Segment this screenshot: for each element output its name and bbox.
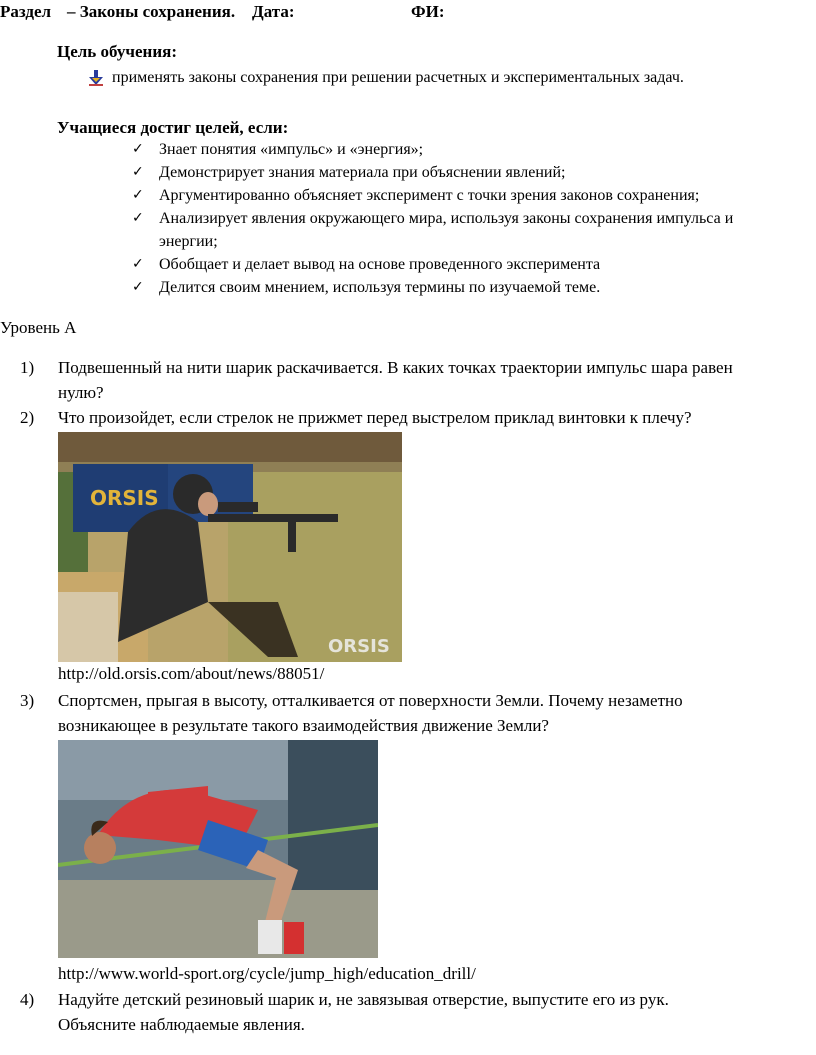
question-number: 2) bbox=[20, 408, 35, 427]
criteria-text: Знает понятия «импульс» и «энергия»; bbox=[159, 141, 424, 158]
question-text: Что произойдет, если стрелок не прижмет перед выстрелом приклад винтовки к плечу? bbox=[58, 408, 692, 427]
level-heading: Уровень А bbox=[0, 318, 77, 337]
checkmark-icon: ✓ bbox=[132, 187, 144, 203]
topic-label: – Законы сохранения. bbox=[67, 2, 236, 21]
question-1-cont: нулю? bbox=[58, 383, 104, 402]
checkmark-icon: ✓ bbox=[132, 279, 144, 295]
question-number: 3) bbox=[20, 691, 35, 710]
section-label: Раздел bbox=[0, 2, 52, 21]
criteria-text: Демонстрирует знания материала при объяснении явлений; bbox=[159, 164, 566, 181]
question-text: Спортсмен, прыгая в высоту, отталкивается от поверхности Земли. Почему незаметно bbox=[58, 691, 683, 710]
shooter-photo bbox=[58, 432, 402, 662]
question-4-cont: Объясните наблюдаемые явления. bbox=[58, 1015, 305, 1034]
checkmark-icon: ✓ bbox=[132, 256, 144, 272]
goal-title: Цель обучения: bbox=[57, 42, 177, 61]
criteria-text: энергии; bbox=[159, 233, 218, 250]
question-number: 4) bbox=[20, 990, 35, 1009]
question-number: 1) bbox=[20, 358, 35, 377]
criteria-title: Учащиеся достиг целей, если: bbox=[57, 118, 289, 137]
name-label: ФИ: bbox=[411, 2, 445, 21]
goal-item bbox=[88, 69, 684, 87]
source-url-2: http://www.world-sport.org/cycle/jump_high/education_drill/ bbox=[58, 964, 476, 983]
criteria-text: Делится своим мнением, используя термины по изучаемой теме. bbox=[159, 279, 601, 296]
checkmark-icon: ✓ bbox=[132, 210, 144, 226]
banner-text: ORSIS bbox=[90, 486, 159, 510]
high-jump-photo bbox=[58, 740, 378, 958]
criteria-text: Анализирует явления окружающего мира, используя законы сохранения импульса и bbox=[159, 210, 734, 227]
criteria-text: Обобщает и делает вывод на основе проведенного эксперимента bbox=[159, 256, 601, 273]
question-3-cont: возникающее в результате такого взаимодействия движение Земли? bbox=[58, 716, 549, 735]
checkmark-icon: ✓ bbox=[132, 164, 144, 180]
question-text: Подвешенный на нити шарик раскачивается. В каких точках траектории импульс шара равен bbox=[58, 358, 733, 377]
goal-text: применять законы сохранения при решении расчетных и экспериментальных задач. bbox=[112, 69, 684, 86]
criteria-text: Аргументированно объясняет эксперимент с точки зрения законов сохранения; bbox=[159, 187, 700, 204]
arrow-down-bullet-icon bbox=[88, 70, 104, 86]
question-text: Надуйте детский резиновый шарик и, не завязывая отверстие, выпустите его из рук. bbox=[58, 990, 669, 1009]
date-label: Дата: bbox=[252, 2, 295, 21]
source-url-1: http://old.orsis.com/about/news/88051/ bbox=[58, 664, 325, 683]
photo-watermark: ORSIS bbox=[328, 636, 390, 657]
checkmark-icon: ✓ bbox=[132, 141, 144, 157]
